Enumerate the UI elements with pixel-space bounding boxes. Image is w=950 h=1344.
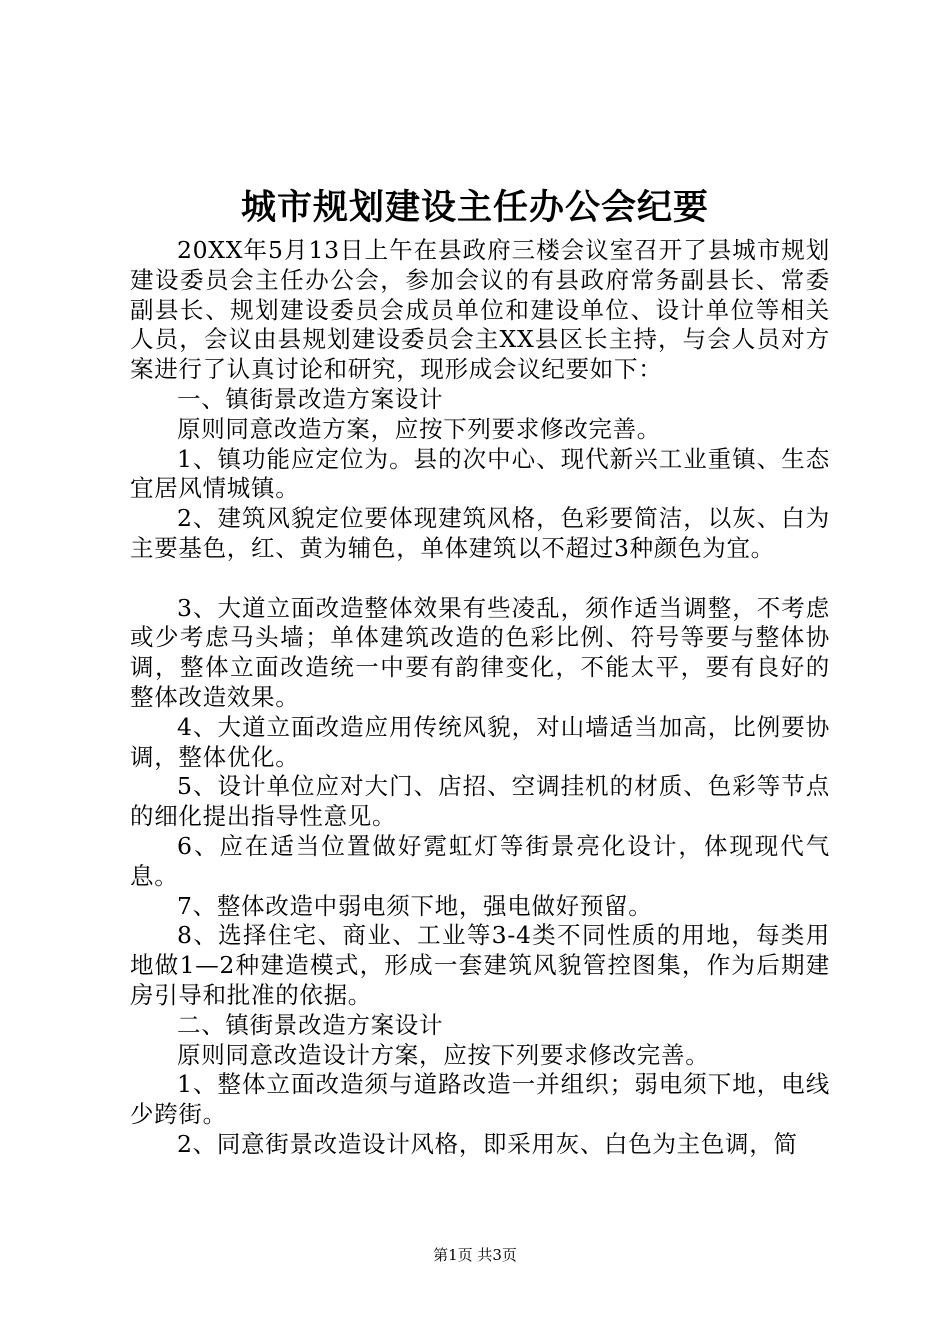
list-item: 4、大道立面改造应用传统风貌，对山墙适当加高，比例要协调，整体优化。 bbox=[130, 712, 830, 771]
document-body bbox=[130, 236, 830, 1160]
list-item: 1、整体立面改造须与道路改造一并组织；弱电须下地，电线少跨街。 bbox=[130, 1070, 830, 1129]
list-item: 7、整体改造中弱电须下地，强电做好预留。 bbox=[177, 891, 653, 920]
section-heading-1: 一、镇街景改造方案设计 bbox=[177, 384, 444, 413]
list-item: 2、同意街景改造设计风格，即采用灰、白色为主色调，简 bbox=[177, 1129, 798, 1158]
list-item: 6、应在适当位置做好霓虹灯等街景亮化设计，体现现代气息。 bbox=[130, 831, 830, 890]
list-item: 3、大道立面改造整体效果有些凌乱，须作适当调整，不考虑或少考虑马头墙；单体建筑改造的色彩比例、符号等要与整体协调，整体立面改造统一中要有韵律变化，不能太平，要有良好的整体改造效果。 bbox=[130, 593, 830, 711]
list-item: 5、设计单位应对大门、店招、空调挂机的材质、色彩等节点的细化提出指导性意见。 bbox=[130, 772, 830, 831]
paragraph: 原则同意改造设计方案，应按下列要求修改完善。 bbox=[177, 1040, 710, 1069]
list-item: 1、镇功能应定位为。县的次中心、现代新兴工业重镇、生态宜居风情城镇。 bbox=[130, 444, 830, 503]
paragraph-intro: 20XX年5月13日上午在县政府三楼会议室召开了县城市规划建设委员会主任办公会，参加会议的有县政府常务副县长、常委副县长、规划建设委员会成员单位和建设单位、设计单位等相关人员，会议由县规划建设委员会主XX县区长主持，与会人员对方案进行了认真讨论和研究，现形成会议纪要如下： bbox=[130, 236, 830, 384]
page-footer: 第1页 共3页 bbox=[433, 1246, 517, 1264]
page-title: 城市规划建设主任办公会纪要 bbox=[240, 187, 709, 228]
section-heading-2: 二、镇街景改造方案设计 bbox=[177, 1010, 444, 1039]
blank-line bbox=[130, 564, 830, 594]
list-item: 8、选择住宅、商业、工业等3-4类不同性质的用地，每类用地做1—2种建造模式，形成一套建筑风貌管控图集，作为后期建房引导和批准的依据。 bbox=[130, 921, 830, 1009]
list-item: 2、建筑风貌定位要体现建筑风格，色彩要简洁，以灰、白为主要基色，红、黄为辅色，单体建筑以不超过3种颜色为宜。 bbox=[130, 504, 830, 562]
paragraph: 原则同意改造方案，应按下列要求修改完善。 bbox=[177, 414, 661, 443]
